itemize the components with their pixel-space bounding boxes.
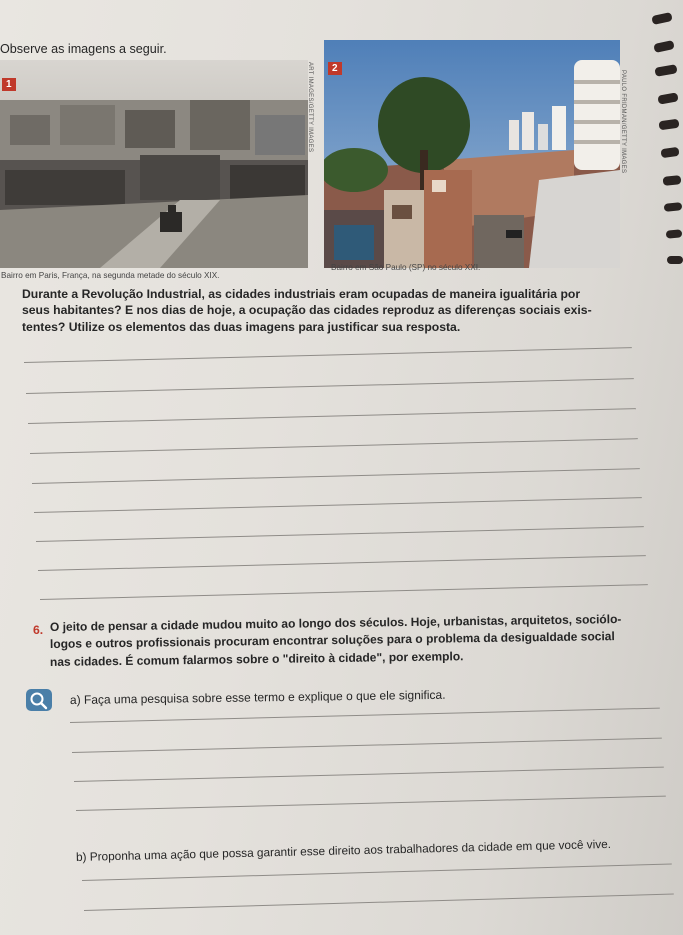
answer-line[interactable] bbox=[36, 526, 644, 542]
intro-text: Observe as imagens a seguir. bbox=[0, 42, 167, 56]
answer-line[interactable] bbox=[30, 438, 638, 454]
binder-ring bbox=[660, 147, 679, 158]
photo-sao-paulo bbox=[324, 40, 620, 268]
item-b-text: b) Proponha uma ação que possa garantir esse direito aos trabalhadores da cidade em que você vive. bbox=[75, 836, 612, 864]
binder-ring bbox=[664, 202, 683, 212]
question-text-line: nas cidades. É comum falarmos sobre o "direito à cidade", por exemplo. bbox=[49, 649, 464, 669]
binder-ring bbox=[653, 40, 674, 53]
answer-line[interactable] bbox=[76, 796, 666, 811]
image-number-badge: 1 bbox=[2, 78, 16, 91]
binder-ring bbox=[663, 175, 682, 186]
question-text-line: Durante a Revolução Industrial, as cidades industriais eram ocupadas de maneira igualitária por bbox=[22, 287, 581, 301]
answer-line[interactable] bbox=[82, 864, 672, 881]
binder-ring bbox=[651, 12, 672, 25]
research-magnifier-icon bbox=[25, 688, 53, 712]
item-a-text: a) Faça uma pesquisa sobre esse termo e explique o que ele significa. bbox=[69, 687, 446, 707]
answer-line[interactable] bbox=[34, 497, 642, 513]
answer-line[interactable] bbox=[28, 408, 636, 424]
answer-line[interactable] bbox=[40, 584, 648, 600]
question-text-line: seus habitantes? E nos dias de hoje, a ocupação das cidades reproduz as diferenças sociais exis- bbox=[22, 303, 592, 317]
binder-ring bbox=[667, 256, 683, 264]
answer-line[interactable] bbox=[72, 738, 662, 753]
answer-line[interactable] bbox=[24, 347, 632, 363]
photo-caption: Bairro em São Paulo (SP) no século XXI. bbox=[331, 263, 481, 272]
image-number-badge: 2 bbox=[328, 62, 342, 75]
answer-line[interactable] bbox=[38, 555, 646, 571]
photo-credit: ART IMAGES/GETTY IMAGES bbox=[307, 62, 313, 153]
answer-line[interactable] bbox=[74, 767, 664, 782]
question-number: 6. bbox=[33, 623, 44, 637]
photo-caption: Bairro em Paris, França, na segunda metade do século XIX. bbox=[1, 271, 220, 280]
answer-line[interactable] bbox=[84, 894, 674, 911]
answer-line[interactable] bbox=[26, 378, 634, 394]
answer-line[interactable] bbox=[70, 708, 660, 723]
question-text-line: tentes? Utilize os elementos das duas imagens para justificar sua resposta. bbox=[22, 320, 461, 334]
binder-ring bbox=[658, 119, 679, 131]
binder-ring bbox=[666, 229, 683, 238]
binder-ring bbox=[654, 64, 677, 77]
answer-line[interactable] bbox=[32, 468, 640, 484]
photo-paris bbox=[0, 60, 308, 268]
binder-ring bbox=[657, 92, 678, 104]
photo-credit: PAULO FRIDMAN/GETTY IMAGES bbox=[620, 70, 626, 174]
question-text-line: logos e outros profissionais procuram encontrar soluções para o problema da desigualdade social bbox=[49, 629, 615, 651]
question-text-line: O jeito de pensar a cidade mudou muito ao longo dos séculos. Hoje, urbanistas, arquitetos, sociólo- bbox=[49, 612, 622, 634]
